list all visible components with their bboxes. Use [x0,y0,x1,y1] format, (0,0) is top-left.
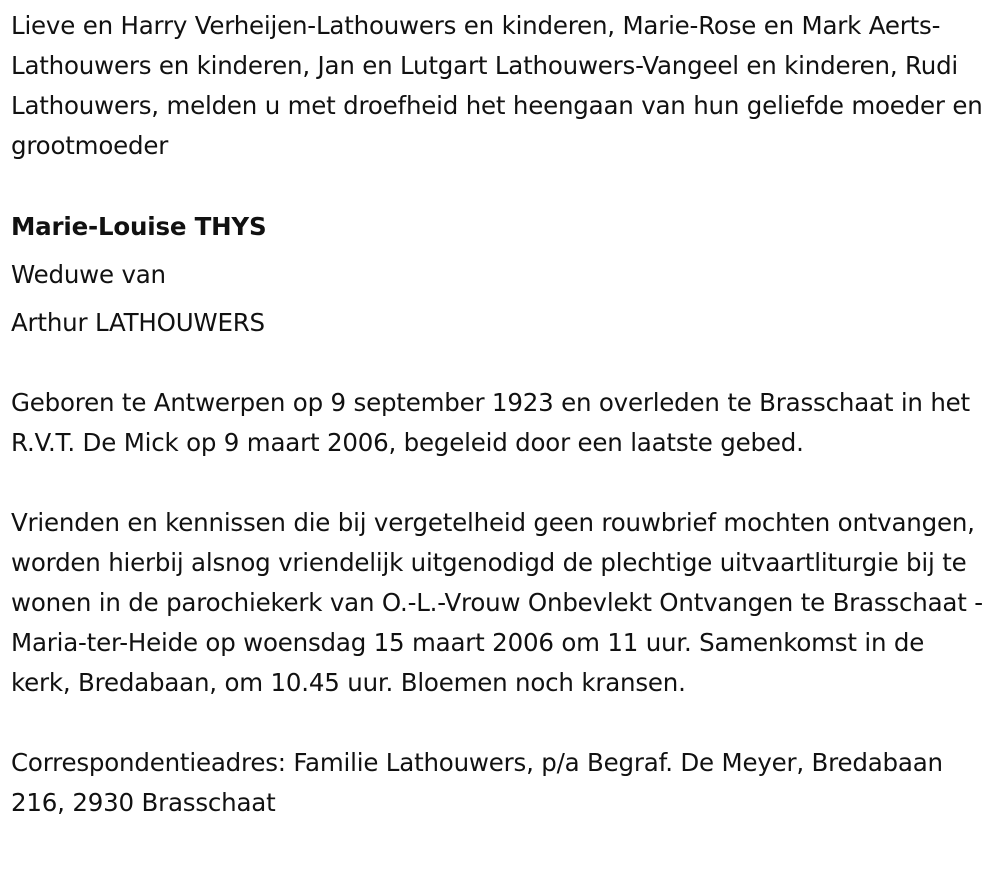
birth-death-paragraph: Geboren te Antwerpen op 9 september 1923 en overleden te Brasschaat in het R.V.T. De Mick op 9 maart 2006, begeleid door een laatste gebed. [11,388,970,457]
spouse-name: Arthur LATHOUWERS [11,308,265,337]
deceased-name: Marie-Louise THYS [11,212,267,241]
intro-paragraph: Lieve en Harry Verheijen-Lathouwers en kinderen, Marie-Rose en Mark Aerts-Lathouwers en kinderen, Jan en Lutgart Lathouwers-Vangeel en kinderen, Rudi Lathouwers, melden u met droefheid het heengaan van hun geliefde moeder en grootmoeder [11,11,983,160]
funeral-paragraph: Vrienden en kennissen die bij vergetelheid geen rouwbrief mochten ontvangen, worden hierbij alsnog vriendelijk uitgenodigd de plechtige uitvaartliturgie bij te wonen in de parochiekerk van O.-L.-Vrouw Onbevlekt Ontvangen te Brasschaat - Maria-ter-Heide op woensdag 15 maart 2006 om 11 uur. Samenkomst in de kerk, Bredabaan, om 10.45 uur. Bloemen noch kransen. [11,508,983,697]
widow-of-label: Weduwe van [11,260,166,289]
correspondence-paragraph: Correspondentieadres: Familie Lathouwers, p/a Begraf. De Meyer, Bredabaan 216, 2930 Brasschaat [11,748,943,817]
